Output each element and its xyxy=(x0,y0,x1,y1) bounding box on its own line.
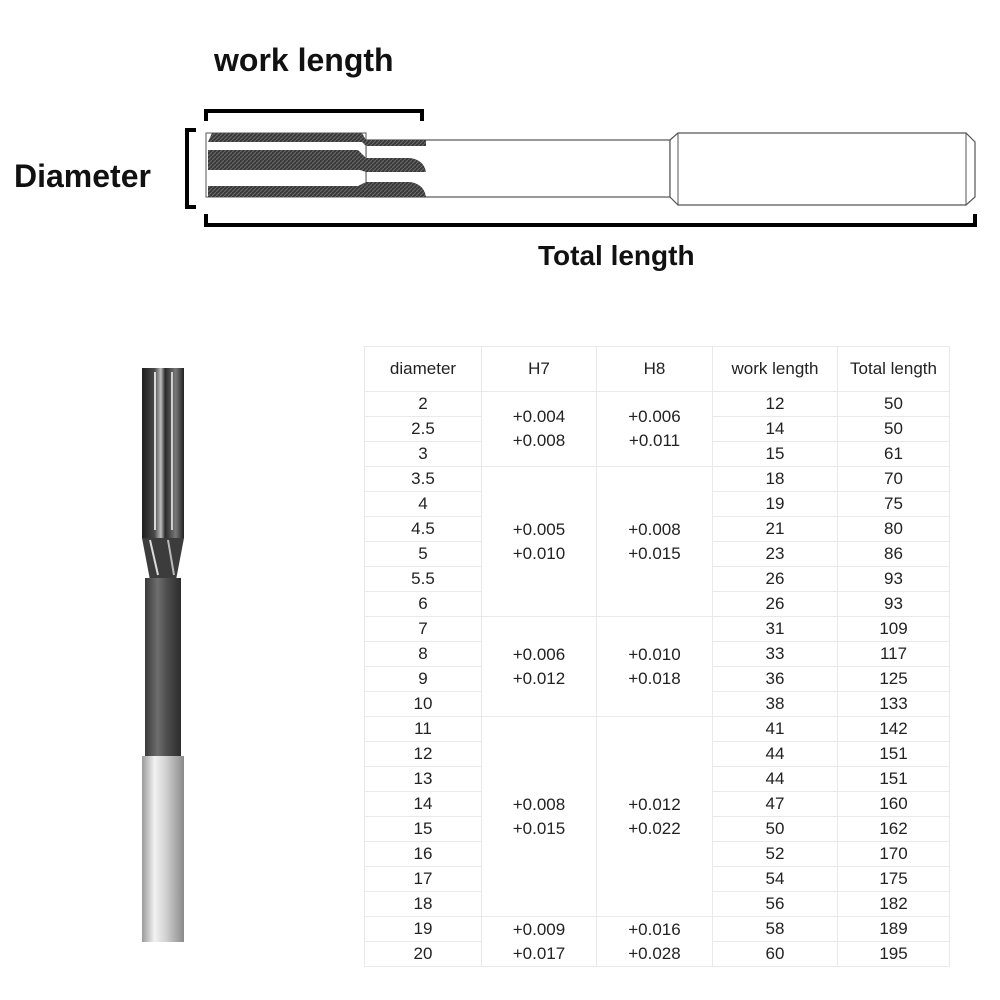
cell-h8-tolerance xyxy=(597,917,713,967)
cell-diameter: 19 xyxy=(365,917,482,942)
h7-tolerance-value: +0.005 xyxy=(512,519,566,539)
cell-h7-tolerance xyxy=(482,467,597,617)
h8-tolerance-value: +0.016 xyxy=(628,919,681,939)
cell-work-length: 15 xyxy=(713,442,838,467)
cell-diameter: 14 xyxy=(365,792,482,817)
cell-work-length: 56 xyxy=(713,892,838,917)
h7-tolerance-value: +0.008 xyxy=(512,794,566,814)
cell-diameter: 3 xyxy=(365,442,482,467)
work-length-label: work length xyxy=(214,42,394,78)
cell-diameter: 11 xyxy=(365,717,482,742)
cell-h8-tolerance xyxy=(597,717,713,917)
cell-diameter: 4 xyxy=(365,492,482,517)
cell-diameter: 10 xyxy=(365,692,482,717)
cell-work-length: 14 xyxy=(713,417,838,442)
cell-diameter: 2.5 xyxy=(365,417,482,442)
h8-tolerance-value: +0.015 xyxy=(628,543,681,563)
cell-total-length: 175 xyxy=(838,867,950,892)
cell-work-length: 60 xyxy=(713,942,838,967)
photo-shank xyxy=(142,756,184,942)
diameter-label: Diameter xyxy=(14,158,151,194)
cell-work-length: 31 xyxy=(713,617,838,642)
h7-tolerance-value: +0.004 xyxy=(512,407,566,426)
cell-diameter: 5 xyxy=(365,542,482,567)
cell-diameter: 4.5 xyxy=(365,517,482,542)
cell-total-length: 189 xyxy=(838,917,950,942)
table-row xyxy=(365,717,950,742)
photo-neck xyxy=(145,578,181,758)
table-row xyxy=(365,392,950,417)
cell-diameter: 7 xyxy=(365,617,482,642)
cell-h7-tolerance xyxy=(482,917,597,967)
cell-total-length: 93 xyxy=(838,592,950,617)
cell-total-length: 109 xyxy=(838,617,950,642)
cell-total-length: 70 xyxy=(838,467,950,492)
cell-diameter: 2 xyxy=(365,392,482,417)
cell-h7-tolerance xyxy=(482,392,597,467)
h8-tolerance-value: +0.018 xyxy=(628,668,681,688)
h7-tolerance-value: +0.015 xyxy=(512,818,566,838)
cell-total-length: 117 xyxy=(838,642,950,667)
cell-h8-tolerance xyxy=(597,392,713,467)
header-total-length: Total length xyxy=(838,347,950,392)
h7-tolerance-value: +0.006 xyxy=(512,644,566,664)
cell-total-length: 133 xyxy=(838,692,950,717)
cell-work-length: 47 xyxy=(713,792,838,817)
cell-total-length: 86 xyxy=(838,542,950,567)
total-length-label: Total length xyxy=(538,240,695,271)
h7-tolerance-value: +0.009 xyxy=(512,919,566,939)
h7-tolerance-value: +0.017 xyxy=(512,943,566,963)
total-length-bracket xyxy=(206,214,975,225)
header-diameter: diameter xyxy=(365,347,482,392)
h8-tolerance-value: +0.010 xyxy=(628,644,681,664)
cell-work-length: 58 xyxy=(713,917,838,942)
table-body xyxy=(365,392,950,967)
reamer-shank xyxy=(670,133,975,205)
work-length-bracket xyxy=(206,111,422,121)
table-row xyxy=(365,617,950,642)
h8-tolerance-value: +0.028 xyxy=(628,943,681,963)
cell-diameter: 5.5 xyxy=(365,567,482,592)
h8-tolerance-value: +0.011 xyxy=(628,431,681,450)
cell-h8-tolerance xyxy=(597,467,713,617)
cell-total-length: 151 xyxy=(838,742,950,767)
cell-work-length: 12 xyxy=(713,392,838,417)
cell-work-length: 19 xyxy=(713,492,838,517)
cell-total-length: 75 xyxy=(838,492,950,517)
table-row xyxy=(365,917,950,942)
cell-diameter: 13 xyxy=(365,767,482,792)
cell-work-length: 54 xyxy=(713,867,838,892)
cell-total-length: 182 xyxy=(838,892,950,917)
cell-h7-tolerance xyxy=(482,717,597,917)
cell-diameter: 17 xyxy=(365,867,482,892)
table-header-row xyxy=(365,347,950,392)
h7-tolerance-value: +0.010 xyxy=(512,543,566,563)
cell-work-length: 21 xyxy=(713,517,838,542)
header-work-length: work length xyxy=(713,347,838,392)
cell-total-length: 162 xyxy=(838,817,950,842)
reamer-drawing xyxy=(0,0,1000,320)
h8-tolerance-value: +0.022 xyxy=(628,818,681,838)
cell-work-length: 50 xyxy=(713,817,838,842)
cell-diameter: 3.5 xyxy=(365,467,482,492)
table-row xyxy=(365,467,950,492)
header-h8: H8 xyxy=(597,347,713,392)
h7-tolerance-value: +0.008 xyxy=(512,431,566,450)
cell-h7-tolerance xyxy=(482,617,597,717)
photo-flutes xyxy=(142,368,184,538)
cell-diameter: 16 xyxy=(365,842,482,867)
cell-total-length: 160 xyxy=(838,792,950,817)
cell-diameter: 8 xyxy=(365,642,482,667)
spec-table xyxy=(364,346,950,967)
diameter-bracket xyxy=(187,130,196,207)
cell-total-length: 50 xyxy=(838,392,950,417)
h8-tolerance-value: +0.012 xyxy=(628,794,681,814)
cell-diameter: 15 xyxy=(365,817,482,842)
cell-diameter: 20 xyxy=(365,942,482,967)
cell-total-length: 80 xyxy=(838,517,950,542)
cell-total-length: 125 xyxy=(838,667,950,692)
cell-total-length: 170 xyxy=(838,842,950,867)
cell-work-length: 44 xyxy=(713,742,838,767)
cell-total-length: 195 xyxy=(838,942,950,967)
header-h7: H7 xyxy=(482,347,597,392)
cell-diameter: 18 xyxy=(365,892,482,917)
h8-tolerance-value: +0.008 xyxy=(628,519,681,539)
h7-tolerance-value: +0.012 xyxy=(512,668,566,688)
cell-total-length: 142 xyxy=(838,717,950,742)
cell-work-length: 36 xyxy=(713,667,838,692)
cell-work-length: 23 xyxy=(713,542,838,567)
cell-diameter: 12 xyxy=(365,742,482,767)
cell-work-length: 38 xyxy=(713,692,838,717)
cell-total-length: 93 xyxy=(838,567,950,592)
cell-total-length: 61 xyxy=(838,442,950,467)
cell-work-length: 26 xyxy=(713,567,838,592)
cell-diameter: 9 xyxy=(365,667,482,692)
cell-total-length: 151 xyxy=(838,767,950,792)
cell-work-length: 33 xyxy=(713,642,838,667)
cell-work-length: 26 xyxy=(713,592,838,617)
cell-work-length: 18 xyxy=(713,467,838,492)
cell-work-length: 52 xyxy=(713,842,838,867)
h8-tolerance-value: +0.006 xyxy=(628,407,681,426)
cell-h8-tolerance xyxy=(597,617,713,717)
cell-diameter: 6 xyxy=(365,592,482,617)
cell-work-length: 44 xyxy=(713,767,838,792)
cell-work-length: 41 xyxy=(713,717,838,742)
cell-total-length: 50 xyxy=(838,417,950,442)
